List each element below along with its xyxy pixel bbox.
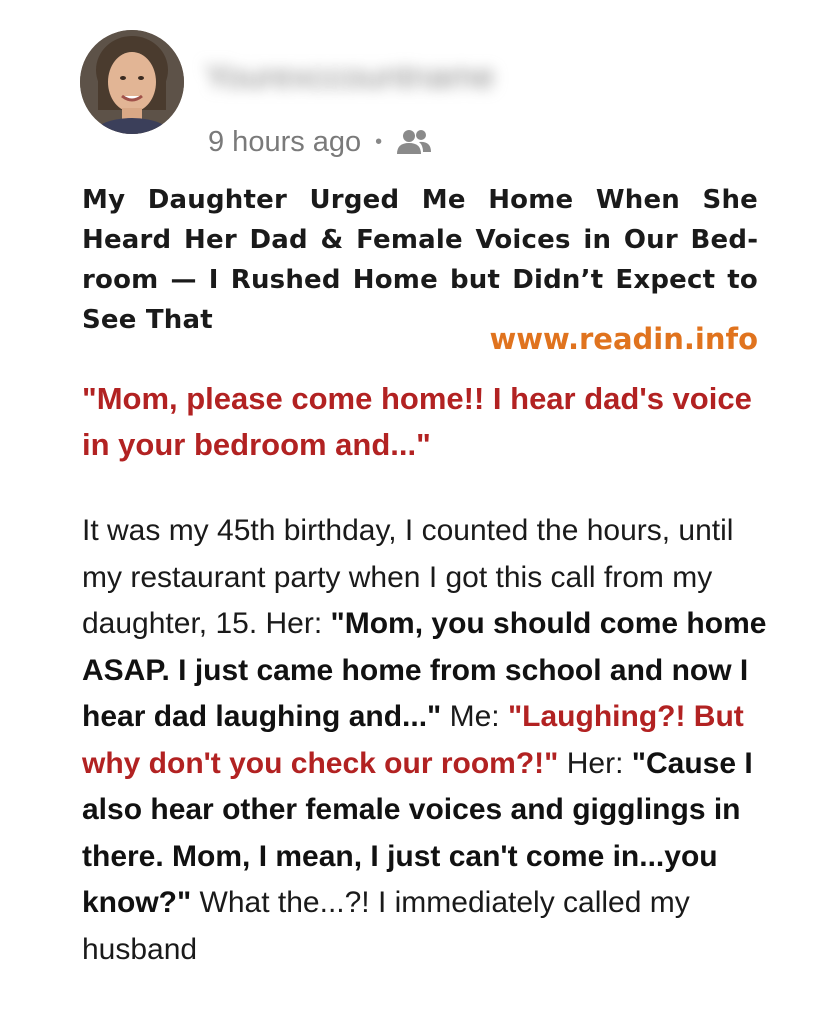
daughter-quote: "Cause I also hear other female voices and gigglings in there. Mom, I mean, I just can't come in...you know?": [82, 746, 753, 919]
post-meta: [208, 122, 432, 162]
story-narration: Me:: [441, 700, 508, 733]
timestamp[interactable]: 9 hours ago: [208, 125, 362, 158]
source-watermark: www.readin.info: [489, 322, 758, 356]
author-name[interactable]: Yourexccountname: [205, 58, 495, 96]
meta-separator: •: [375, 130, 383, 153]
post-title[interactable]: My Daughter Urged Me Home When She Heard Her Dad & Female Voices in Our Bedroom — I Rushed Home but Didn’t Expect to See That: [82, 185, 758, 335]
friends-icon[interactable]: [396, 127, 432, 157]
avatar[interactable]: [80, 30, 184, 134]
story-text: [82, 508, 772, 973]
story-narration: Her:: [558, 746, 632, 780]
story-narration: What the...?! I immediately called my husband: [82, 886, 690, 966]
lead-quote: "Mom, please come home!! I hear dad's voice in your bedroom and...": [82, 381, 752, 462]
daughter-quote: "Mom, you should come home ASAP. I just came home from school and now I hear dad laughing and...": [82, 607, 767, 733]
mother-quote: "Laughing?! But why don't you check our room?!": [82, 700, 744, 780]
avatar-portrait-icon: [80, 30, 184, 134]
story-narration: It was my 45th birthday, I counted the hours, until my restaurant party when I got this call from my daughter, 15. Her:: [82, 514, 734, 640]
